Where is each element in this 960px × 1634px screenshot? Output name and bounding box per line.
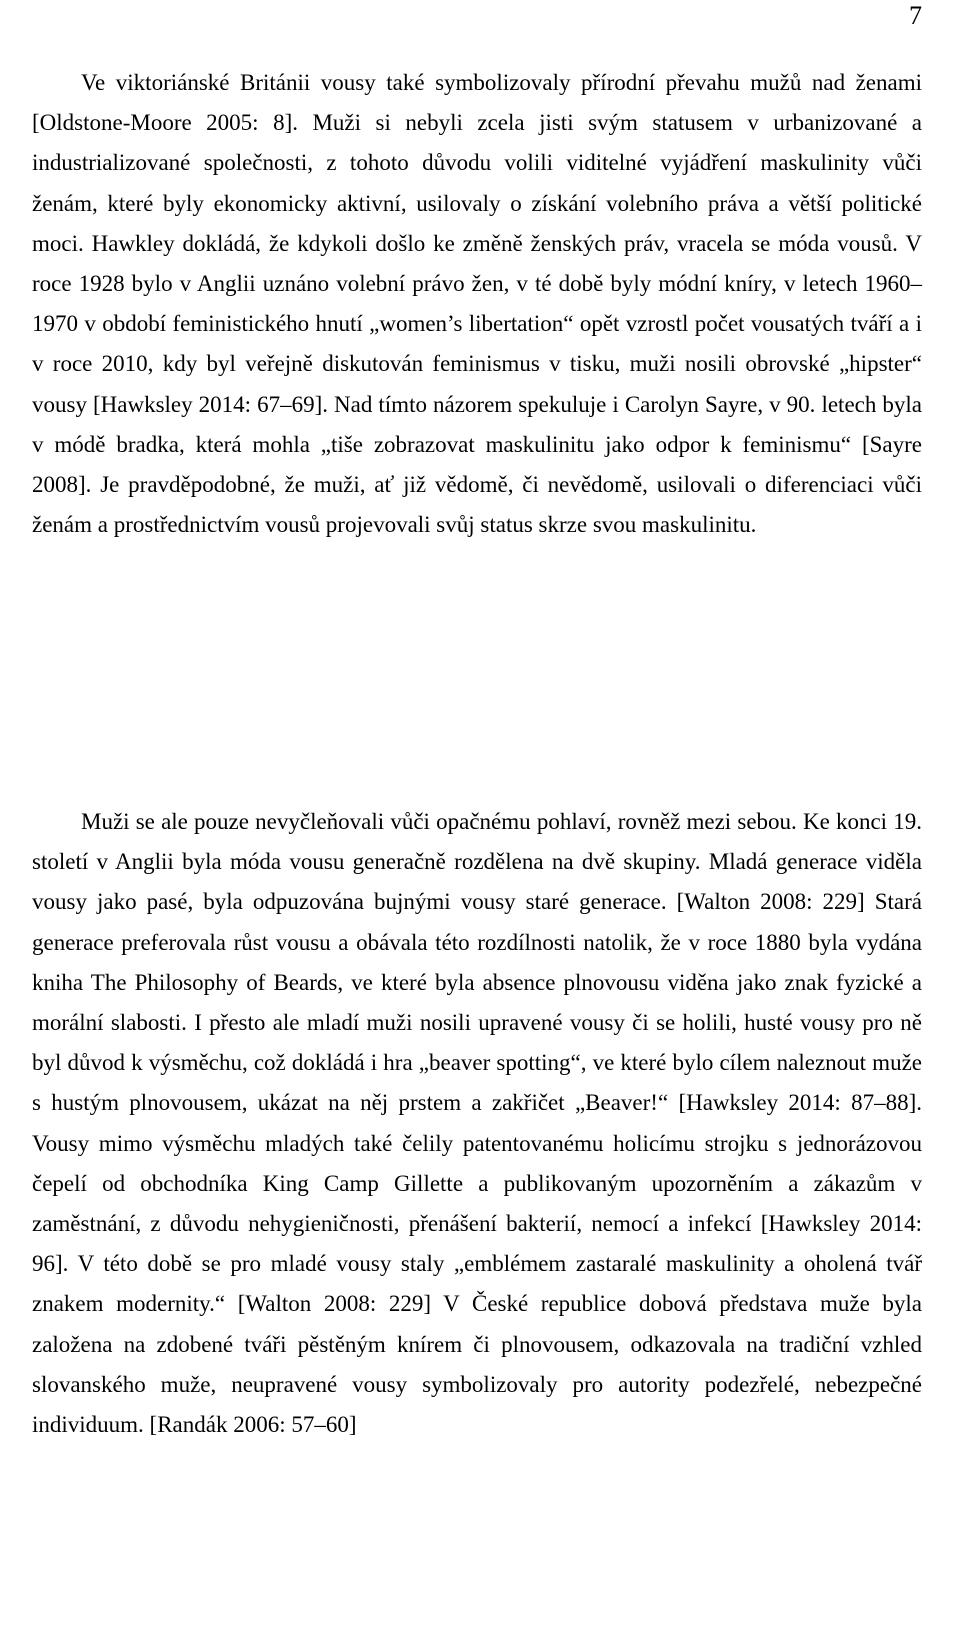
paragraph: Ve viktoriánské Británii vousy také symbolizovaly přírodní převahu mužů nad ženami [Oldstone-Moore 2005: 8]. Muži si nebyli zcela jisti svým statusem v urbanizované a industrializované společnosti, z tohoto důvodu volili viditelné vyjádření maskulinity vůči ženám, které byly ekonomicky aktivní, usilovaly o získání volebního práva a větší politické moci. Hawkley dokládá, že kdykoli došlo ke změně ženských práv, vracela se móda vousů. V roce 1928 bylo v Anglii uznáno volební právo žen, v té době byly módní kníry, v letech 1960–1970 v období feministického hnutí „women’s libertation“ opět vzrostl počet vousatých tváří a i v roce 2010, kdy byl veřejně diskutován feminismus v tisku, muži nosili obrovské „hipster“ vousy [Hawksley 2014: 67–69]. Nad tímto názorem spekuluje i Carolyn Sayre, v 90. letech byla v módě bradka, která mohla „tiše zobrazovat maskulinitu jako odpor k feminismu“ [Sayre 2008]. Je pravděpodobné, že muži, ať již vědomě, či nevědomě, usilovali o diferenciaci vůči ženám a prostřednictvím vousů projevovali svůj status skrze svou maskulinitu. — [32, 70, 922, 538]
page-number: 7 — [909, 1, 922, 30]
paragraph: Muži se ale pouze nevyčleňovali vůči opačnému pohlaví, rovněž mezi sebou. Ke konci 19. století v Anglii byla móda vousu generačně rozdělena na dvě skupiny. Mladá generace viděla vousy jako pasé, byla odpuzována bujnými vousy staré generace. [Walton 2008: 229] Stará generace preferovala růst vousu a obávala této rozdílnosti natolik, že v roce 1880 byla vydána kniha The Philosophy of Beards, ve které byla absence plnovousu viděna jako znak fyzické a morální slabosti. I přesto ale mladí muži nosili upravené vousy či se holili, husté vousy pro ně byl důvod k výsměchu, což dokládá i hra „beaver spotting“, ve které bylo cílem naleznout muže s hustým plnovousem, ukázat na něj prstem a zakřičet „Beaver!“ [Hawksley 2014: 87–88]. Vousy mimo výsměchu mladých také čelily patentovanému holicímu strojku s jednorázovou čepelí od obchodníka King Camp Gillette a publikovaným upozorněním a zákazům v zaměstnání, z důvodu nehygieničnosti, přenášení bakterií, nemocí a infekcí [Hawksley 2014: 96]. V této době se pro mladé vousy staly „emblémem zastaralé maskulinity a oholená tvář znakem modernity.“ [Walton 2008: 229] V České republice dobová představa muže byla založena na zdobené tváři pěstěným knírem či plnovousem, odkazovala na tradiční vzhled slovanského muže, neupravené vousy symbolizovaly pro autority podezřelé, nebezpečné individuum. [Randák 2006: 57–60] — [32, 809, 922, 1438]
